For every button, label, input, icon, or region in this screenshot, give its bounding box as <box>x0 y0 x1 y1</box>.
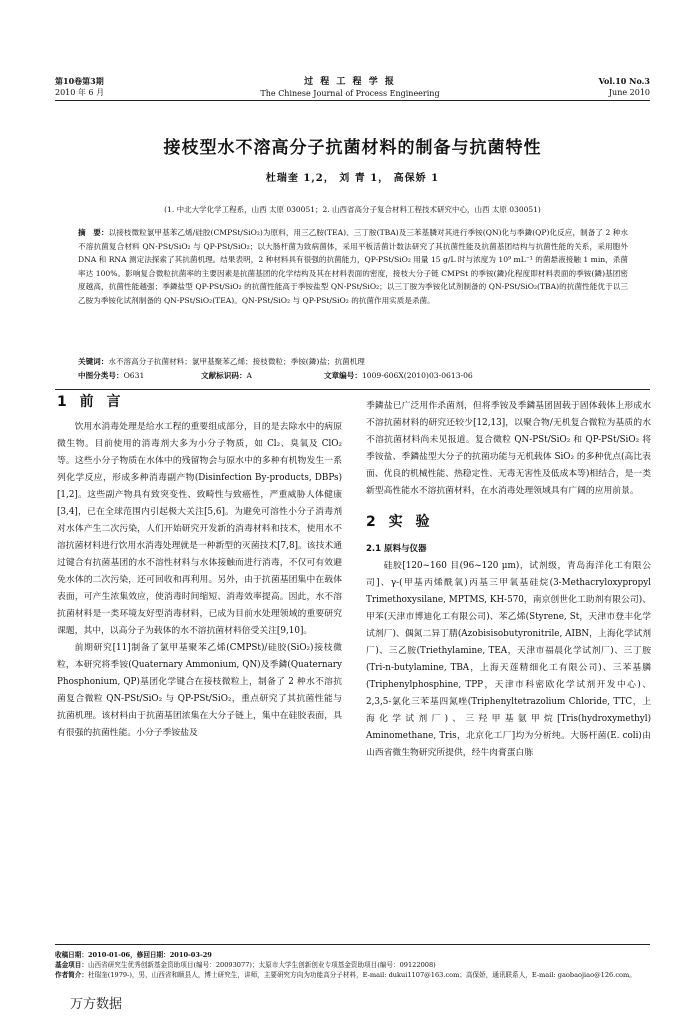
clc-label: 中图分类号： <box>78 371 124 380</box>
footnote-rule <box>55 944 650 945</box>
page-title: 接枝型水不溶高分子抗菌材料的制备与抗菌特性 <box>163 138 542 158</box>
doc-code-value: A <box>246 371 253 380</box>
fund-text: 山西省研究生优秀创新基金资助项目(编号：20093077)；太原市大学生创新创业专项基金资助项目(编号：09122008) <box>87 961 436 969</box>
volume-issue: 第10卷第3期 <box>55 76 104 86</box>
author-note <box>55 970 650 980</box>
section-1-paragraph-2: 前期研究[11]制备了氯甲基聚苯乙烯(CMPSt)/硅胶(SiO₂)接枝微粒，本研究将季铵(Quaternary Ammonium, QN)及季鏻(Quaternary Phosphonium, QP)基团化学键合在接枝微粒上，制备了 2 种水不溶抗菌复合微粒 QN-PSt/SiO₂ 与 QP-PSt/SiO₂，重点研究了其抗菌性能与抗菌机理。该材料由于抗菌基团浓集在大分子链上，集中在硅胶表面，具有很强的抗菌性能。小分子季铵盐及 <box>57 643 342 738</box>
received-date: 收稿日期：2010-01-06，修回日期：2010-03-29 <box>55 951 212 959</box>
section-1-paragraph-3: 季鏻盐已广泛用作杀菌剂，但将季铵及季鏻基团固载于固体载体上形成水不溶抗菌材料的研究还较少[12,13]，以聚合物/无机复合微粒为基质的水不溶抗菌材料尚未见报道。复合微粒 QN-PSt/SiO₂ 和 QP-PSt/SiO₂ 将季铵盐、季鏻盐型大分子的抗菌功能与无机载体 SiO₂ 的多种优点(高比表面、优良的机械性能、热稳定性、无毒无害性及低成本等)相结合，是一类新型高性能水不溶抗菌材料，在水消毒处理领域具有广阔的应用前景。 <box>366 401 651 496</box>
journal-name-cn: 过 程 工 程 学 报 <box>304 77 396 87</box>
left-column <box>57 394 342 742</box>
article-number-value: 1009-606X(2010)03-0613-06 <box>361 371 473 380</box>
footnotes <box>55 950 650 980</box>
clc-value: O631 <box>123 371 145 380</box>
header-rule <box>55 100 650 101</box>
abstract-text: 以接枝微粒氯甲基苯乙烯/硅胶(CMPSt/SiO₂)为原料，用三乙胺(TEA)、三丁胺(TBA)及三苯基膦对其进行季铵(QN)化与季鏻(QP)化反应，制备了 2 种水不溶抗菌复合材料 QN-PSt/SiO₂ 与 QP-PSt/SiO₂；以大肠杆菌为致病菌体，采用平板活菌计数法研究了其抗菌性能及抗菌基团结构与抗菌性能的关系，采用胞外 DNA 和 RNA 测定法探索了其抗菌机理。结果表明，2 种材料具有很强的抗菌能力，QP-PSt/SiO₂ 用量 15 g/L 时与浓度为 10⁹ mL⁻¹ 的菌悬液接触 1 min，杀菌率达 100%。影响复合微粒抗菌率的主要因素是抗菌基团的化学结构及其在材料表面的密度，接枝大分子链 CMPSt 的季铵(鏻)化程度即材料表面的季铵(鏻)基团密度越高，抗菌性能越强；季鏻盐型 QP-PSt/SiO₂ 的抗菌性能高于季铵盐型 QN-PSt/SiO₂；以三丁胺为季铵化试剂制备的 QN-PSt/SiO₂(TBA)的抗菌性能优于以三乙胺为季铵化试剂制备的 QN-PSt/SiO₂(TEA)。QN-PSt/SiO₂ 与 QP-PSt/SiO₂ 的抗菌作用实质是杀菌。 <box>78 228 628 305</box>
header-left <box>55 76 215 98</box>
keywords-label: 关键词： <box>78 357 109 366</box>
affiliation: (1. 中北大学化学工程系，山西 太原 030051；2. 山西省高分子复合材料工程技术研究中心，山西 太原 030051) <box>164 205 541 214</box>
abstract-label: 摘 要： <box>78 228 109 237</box>
abstract-rule <box>55 389 650 390</box>
issue-date: 2010 年 6 月 <box>55 88 105 97</box>
volume-number: Vol.10 No.3 <box>598 76 650 86</box>
section-2-1-paragraph: 硅胶[120~160 目(96~120 μm)，试剂级，青岛海洋化工有限公司]、γ-(甲基丙烯酰氧)丙基三甲氧基硅烷(3-Methacryloxypropyl Trimethoxysilane, MPTMS, KH-570，南京创世化工助剂有限公司)、甲苯(天津市博迪化工有限公司)、苯乙烯(Styrene, St，天津市登丰化学试剂厂)、偶氮二异丁腈(Azobisisobutyronitrile, AIBN，上海化学试剂厂)、三乙胺(Triethylamine, TEA，天津市福晨化学试剂厂)、三丁胺(Tri-n-butylamine, TBA，上海天莲精细化工有限公司)、三苯基膦(Triphenylphosphine, TPP，天津市科密欧化学试剂开发中心)、2,3,5-氯化三苯基四氮唑(Triphenyltetrazolium Chloride, TTC，上海化学试剂厂)、三羟甲基氨甲烷[Tris(hydroxymethyl) Aminomethane, Tris，北京化工厂]均为分析纯。大肠杆菌(E. coli)由山西省微生物研究所提供，经牛肉膏蛋白胨 <box>366 561 651 758</box>
journal-name-en: The Chinese Journal of Process Engineering <box>260 89 440 98</box>
fund-label: 基金项目： <box>55 961 88 969</box>
author-text: 杜瑞奎(1979-)，男，山西省和顺县人，博士研究生，讲师，主要研究方向为功能高分子材料，E-mail: dukui1107@163.com；高保娇，通讯联系人，E-mail: gaobaojiao@126.com。 <box>87 971 636 979</box>
keywords-text: 水不溶高分子抗菌材料；氯甲基聚苯乙烯；接枝微粒；季铵(鏻)盐；抗菌机理 <box>108 357 365 366</box>
watermark: 万方数据 <box>70 997 123 1012</box>
section-1-heading: 1 前 言 <box>57 394 125 410</box>
section-2-1-heading: 2.1 原料与仪器 <box>366 544 427 554</box>
keywords <box>78 355 628 369</box>
right-column <box>366 398 651 762</box>
section-2-heading: 2 实 验 <box>366 514 434 530</box>
abstract <box>78 226 628 307</box>
fund-note <box>55 960 650 970</box>
month-year: June 2010 <box>608 88 650 97</box>
article-number-label: 文章编号： <box>323 371 362 380</box>
classification <box>78 369 628 383</box>
header-right <box>490 76 650 98</box>
author-label: 作者简介： <box>55 971 88 979</box>
section-1-paragraph-1: 饮用水消毒处理是给水工程的重要组成部分，目的是去除水中的病原微生物。目前使用的消毒剂大多为小分子物质，如 Cl₂、臭氧及 ClO₂ 等。这些小分子物质在水体中的残留物会与原水中的多种有机物发生一系列化学反应，形成多种消毒副产物(Disinfection By-products, DBPs)[1,2]。这些副产物具有致突变性、致畸性与致癌性，严重威胁人体健康[3,4]，已在全球范围内引起极大关注[5,6]。为避免可溶性小分子消毒剂对水体产生二次污染，人们开始研究开发新的消毒材料和技术，使用水不溶抗菌材料进行饮用水消毒处理就是一种新型的灭菌技术[7,8]。该技术通过键合有抗菌基团的水不溶性材料与水体接触而进行消毒，不仅可有效避免水体的二次污染，还可回收和再利用。另外，由于抗菌基团集中在载体表面，可产生浓集效应，使消毒时间缩短、消毒效率提高。因此，水不溶抗菌材料是一类环境友好型消毒材料，已成为目前水处理领域的重要研究课题，其中，以高分子为载体的水不溶抗菌材料倍受关注[9,10]。 <box>57 422 342 636</box>
authors: 杜瑞奎 1,2， 刘 青 1， 高保娇 1 <box>265 173 440 184</box>
header-center <box>200 76 500 99</box>
doc-code-label: 文献标识码： <box>200 371 247 380</box>
